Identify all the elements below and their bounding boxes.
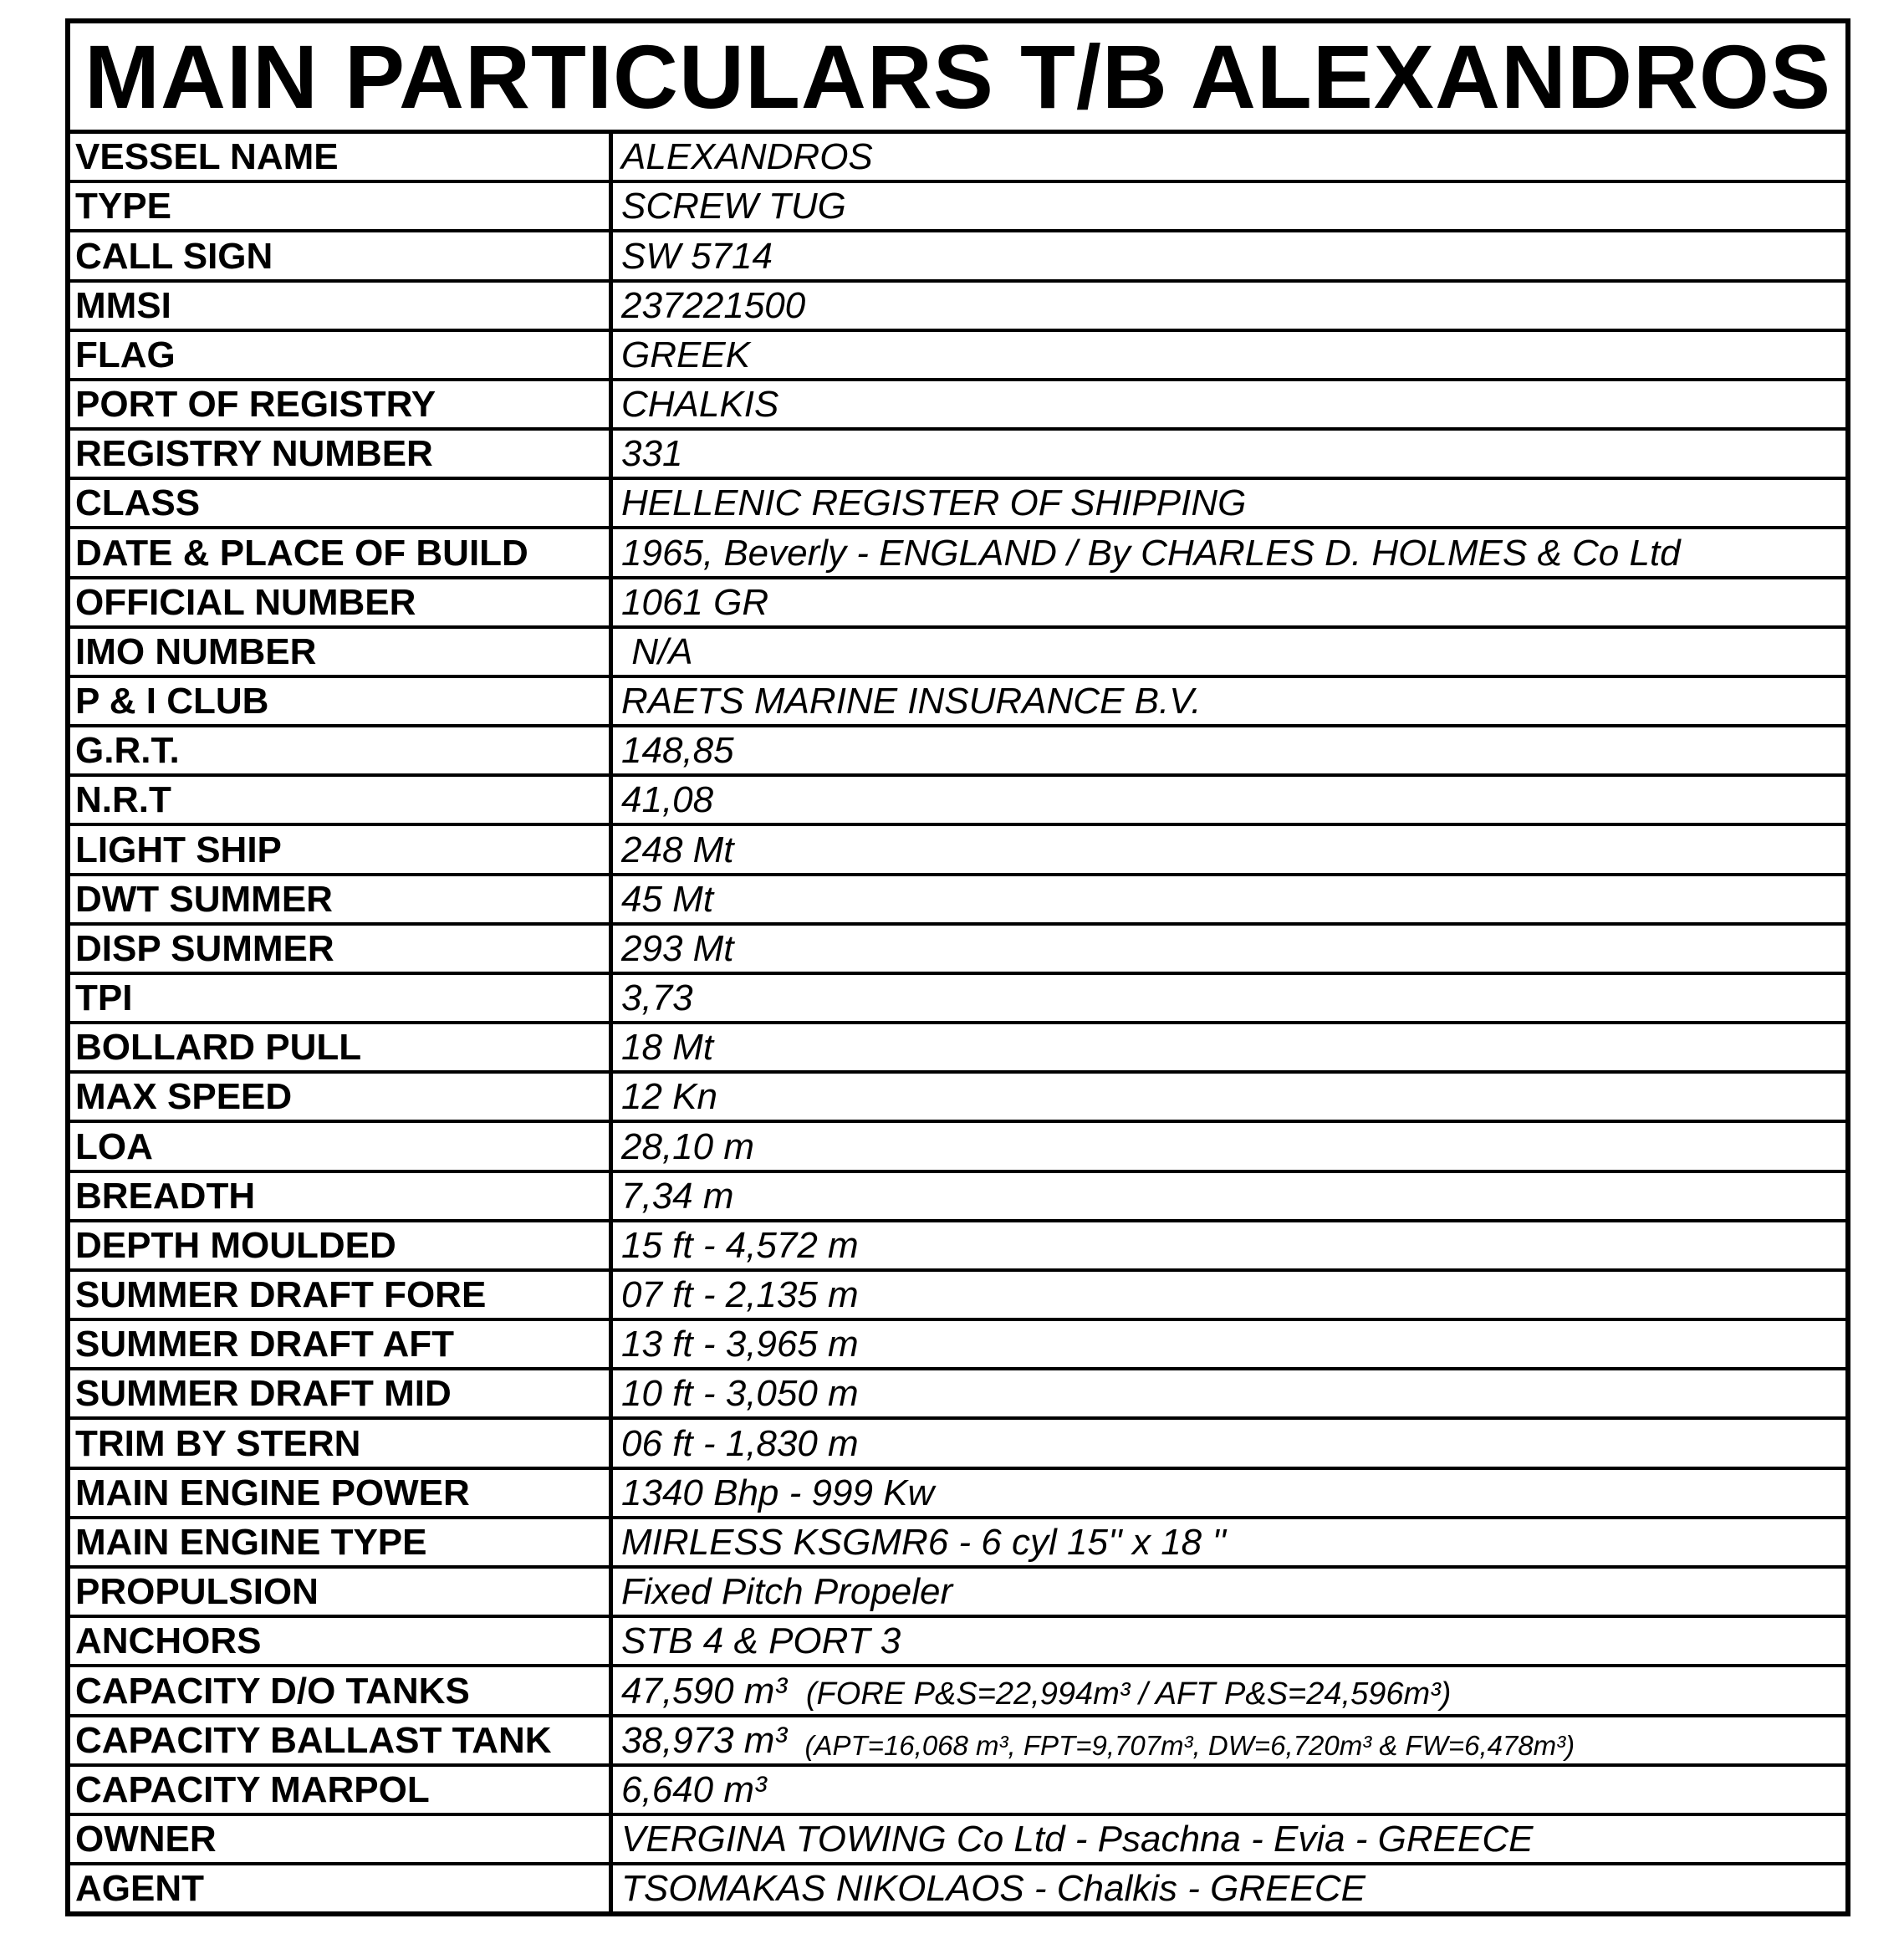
row-value	[613, 1717, 1845, 1763]
row-value	[613, 431, 1845, 477]
row-label: P & I CLUB	[70, 678, 613, 724]
table-row	[70, 926, 1845, 975]
table-row	[70, 1667, 1845, 1717]
row-value-text: 331	[621, 433, 683, 475]
table-row	[70, 1865, 1845, 1911]
table-row	[70, 1123, 1845, 1172]
row-label: VESSEL NAME	[70, 134, 613, 180]
row-label: SUMMER DRAFT FORE	[70, 1272, 613, 1318]
row-label: CLASS	[70, 480, 613, 526]
row-label: LOA	[70, 1123, 613, 1169]
row-label: BOLLARD PULL	[70, 1024, 613, 1070]
row-value	[613, 678, 1845, 724]
table-row	[70, 1519, 1845, 1569]
table-row	[70, 381, 1845, 431]
row-label: FLAG	[70, 332, 613, 378]
page-title: MAIN PARTICULARS T/B ALEXANDROS	[84, 25, 1831, 127]
row-value-text: 148,85	[621, 730, 734, 772]
row-value	[613, 1519, 1845, 1565]
row-value	[613, 480, 1845, 526]
row-value	[613, 975, 1845, 1021]
row-value	[613, 727, 1845, 773]
row-value	[613, 777, 1845, 823]
table-row	[70, 480, 1845, 529]
table-row	[70, 629, 1845, 678]
row-value-text: 47,590 m³	[621, 1670, 798, 1712]
table-row	[70, 1173, 1845, 1222]
row-value-text: HELLENIC REGISTER OF SHIPPING	[621, 482, 1247, 524]
row-value	[613, 283, 1845, 329]
row-value	[613, 1272, 1845, 1318]
row-label: G.R.T.	[70, 727, 613, 773]
table-row	[70, 283, 1845, 332]
row-value	[613, 629, 1845, 675]
row-value	[613, 1420, 1845, 1466]
row-value-text: STB 4 & PORT 3	[621, 1620, 901, 1662]
row-value-text: 237221500	[621, 284, 806, 326]
particulars-sheet	[65, 18, 1850, 1916]
row-label: TPI	[70, 975, 613, 1021]
table-row	[70, 876, 1845, 926]
row-label: MMSI	[70, 283, 613, 329]
row-value	[613, 134, 1845, 180]
table-row	[70, 431, 1845, 480]
row-label: OFFICIAL NUMBER	[70, 579, 613, 625]
row-label: CAPACITY BALLAST TANK	[70, 1717, 613, 1763]
table-row	[70, 1569, 1845, 1618]
row-value-note: (FORE P&S=22,994m³ / AFT P&S=24,596m³)	[797, 1676, 1452, 1712]
table-row	[70, 1816, 1845, 1865]
row-value	[613, 332, 1845, 378]
table-row	[70, 1717, 1845, 1767]
row-value-text: 6,640 m³	[621, 1768, 767, 1810]
table-row	[70, 975, 1845, 1024]
row-label: PORT OF REGISTRY	[70, 381, 613, 427]
row-value	[613, 1816, 1845, 1862]
table-row	[70, 232, 1845, 282]
row-value-text: 28,10 m	[621, 1125, 754, 1167]
row-value	[613, 1569, 1845, 1615]
row-value	[613, 1767, 1845, 1813]
row-value-text: MIRLESS KSGMR6 - 6 cyl 15'' x 18 ''	[621, 1521, 1227, 1563]
row-value-text: 10 ft - 3,050 m	[621, 1373, 859, 1415]
row-value	[613, 1470, 1845, 1516]
row-value-text: 38,973 m³	[621, 1719, 798, 1761]
row-label: TRIM BY STERN	[70, 1420, 613, 1466]
table-row	[70, 1767, 1845, 1816]
row-value	[613, 1074, 1845, 1120]
table-row	[70, 678, 1845, 727]
row-value-text: 12 Kn	[621, 1076, 717, 1118]
row-label: MAX SPEED	[70, 1074, 613, 1120]
row-label: DATE & PLACE OF BUILD	[70, 529, 613, 575]
row-label: MAIN ENGINE POWER	[70, 1470, 613, 1516]
row-value	[613, 1321, 1845, 1367]
row-label: SUMMER DRAFT AFT	[70, 1321, 613, 1367]
row-label: DISP SUMMER	[70, 926, 613, 972]
row-value-text: N/A	[621, 630, 693, 672]
table-row	[70, 529, 1845, 579]
table-row	[70, 183, 1845, 232]
title-cell	[70, 23, 1845, 134]
row-value	[613, 183, 1845, 229]
row-value-text: 3,73	[621, 977, 693, 1019]
row-value-text: VERGINA TOWING Co Ltd - Psachna - Evia - GREECE	[621, 1819, 1534, 1860]
table-row	[70, 1272, 1845, 1321]
row-value	[613, 1667, 1845, 1713]
particulars-table	[70, 134, 1845, 1911]
row-value	[613, 232, 1845, 278]
row-label: BREADTH	[70, 1173, 613, 1219]
row-value	[613, 926, 1845, 972]
row-label: SUMMER DRAFT MID	[70, 1370, 613, 1416]
row-label: TYPE	[70, 183, 613, 229]
row-value-text: 41,08	[621, 779, 714, 821]
row-value-text: 7,34 m	[621, 1175, 734, 1217]
row-value-text: CHALKIS	[621, 384, 779, 426]
row-value-text: Fixed Pitch Propeler	[621, 1571, 953, 1613]
row-value	[613, 826, 1845, 872]
table-row	[70, 332, 1845, 381]
row-value-text: ALEXANDROS	[621, 136, 873, 178]
row-value	[613, 579, 1845, 625]
row-label: LIGHT SHIP	[70, 826, 613, 872]
row-label: CAPACITY MARPOL	[70, 1767, 613, 1813]
table-row	[70, 777, 1845, 826]
table-row	[70, 1321, 1845, 1370]
row-value-text: 1061 GR	[621, 581, 769, 623]
row-label: REGISTRY NUMBER	[70, 431, 613, 477]
row-value-text: GREEK	[621, 334, 751, 375]
row-value-text: 07 ft - 2,135 m	[621, 1274, 859, 1316]
table-row	[70, 1074, 1845, 1123]
row-value-text: 06 ft - 1,830 m	[621, 1422, 859, 1464]
row-label: MAIN ENGINE TYPE	[70, 1519, 613, 1565]
table-row	[70, 826, 1845, 875]
row-label: AGENT	[70, 1865, 613, 1911]
row-label: OWNER	[70, 1816, 613, 1862]
row-value	[613, 1865, 1845, 1911]
table-row	[70, 134, 1845, 183]
row-value	[613, 876, 1845, 922]
row-label: IMO NUMBER	[70, 629, 613, 675]
row-value-text: SCREW TUG	[621, 186, 846, 227]
row-value	[613, 1024, 1845, 1070]
row-value	[613, 381, 1845, 427]
row-label: CALL SIGN	[70, 232, 613, 278]
row-value-text: 45 Mt	[621, 878, 714, 920]
row-value	[613, 1618, 1845, 1664]
table-row	[70, 1370, 1845, 1420]
row-label: DEPTH MOULDED	[70, 1222, 613, 1268]
row-value-note: (APT=16,068 m³, FPT=9,707m³, DW=6,720m³ & FW=6,478m³)	[797, 1729, 1575, 1761]
row-value	[613, 1222, 1845, 1268]
row-value-text: 13 ft - 3,965 m	[621, 1324, 859, 1365]
row-value	[613, 1123, 1845, 1169]
table-row	[70, 1618, 1845, 1667]
row-value-text: 293 Mt	[621, 927, 734, 969]
row-value-text: TSOMAKAS NIKOLAOS - Chalkis - GREECE	[621, 1868, 1365, 1910]
row-label: CAPACITY D/O TANKS	[70, 1667, 613, 1713]
row-value-text: 1965, Beverly - ENGLAND / By CHARLES D. HOLMES & Co Ltd	[621, 532, 1681, 574]
row-value-text: RAETS MARINE INSURANCE B.V.	[621, 681, 1202, 722]
table-row	[70, 1024, 1845, 1074]
row-value-text: 248 Mt	[621, 829, 734, 870]
table-row	[70, 579, 1845, 629]
row-value-text: 15 ft - 4,572 m	[621, 1224, 859, 1266]
row-value-text: 18 Mt	[621, 1027, 714, 1069]
table-row	[70, 1420, 1845, 1469]
row-label: DWT SUMMER	[70, 876, 613, 922]
row-value-text: 1340 Bhp - 999 Kw	[621, 1472, 935, 1513]
table-row	[70, 727, 1845, 777]
table-row	[70, 1470, 1845, 1519]
row-value	[613, 529, 1845, 575]
row-label: PROPULSION	[70, 1569, 613, 1615]
row-value	[613, 1173, 1845, 1219]
row-label: N.R.T	[70, 777, 613, 823]
row-value	[613, 1370, 1845, 1416]
row-label: ANCHORS	[70, 1618, 613, 1664]
row-value-text: SW 5714	[621, 235, 773, 277]
table-row	[70, 1222, 1845, 1272]
